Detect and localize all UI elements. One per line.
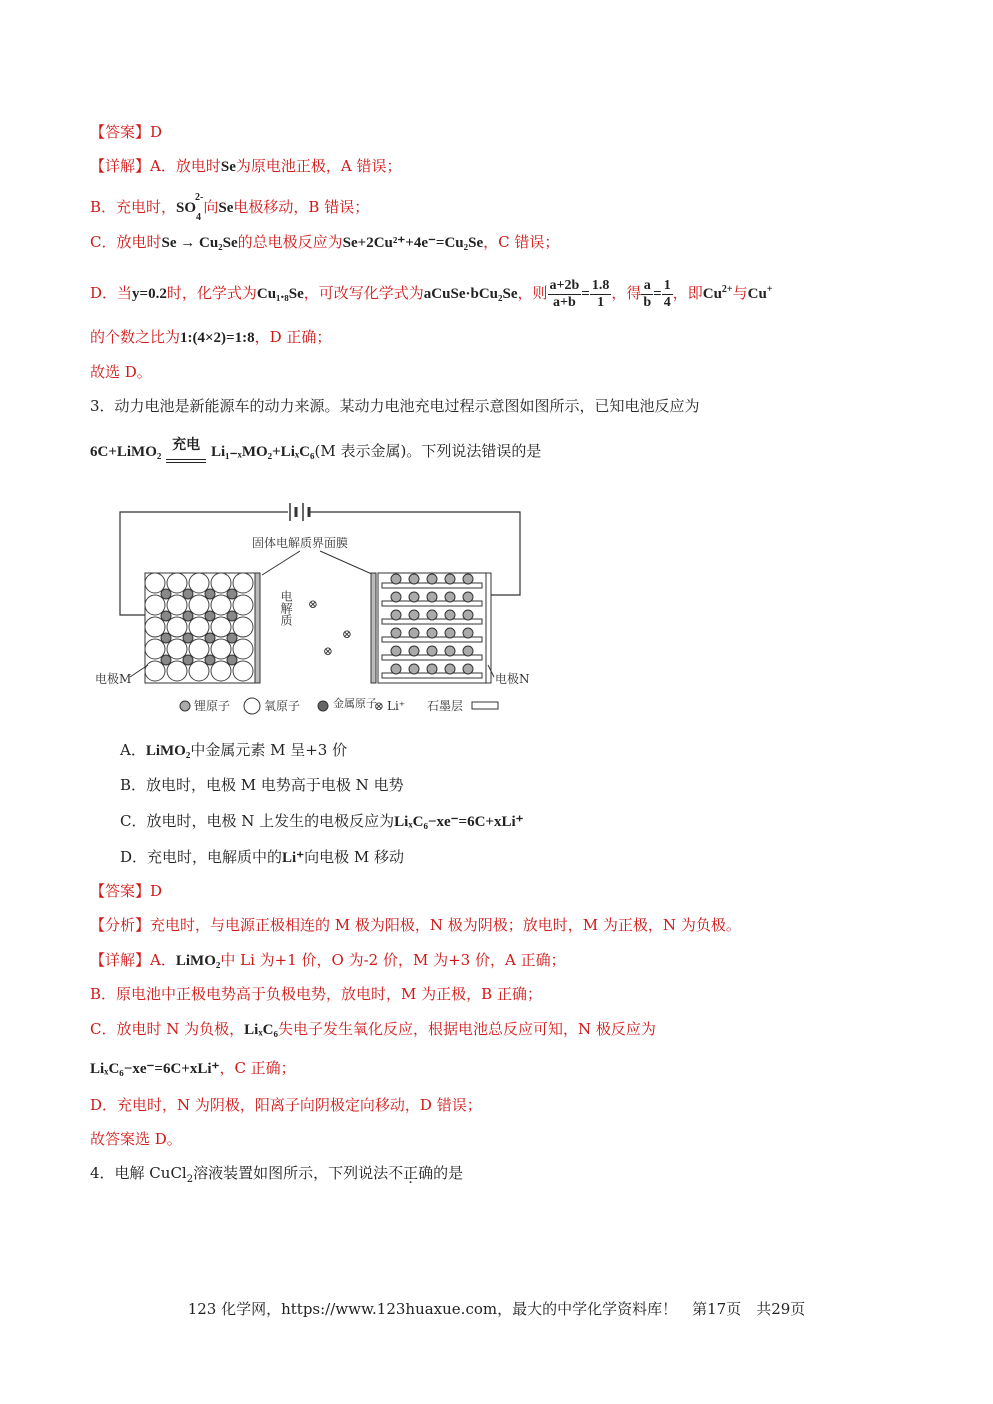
figure-legend [180, 696, 498, 714]
formula: LiₓC₆−xe⁻=6C+xLi⁺ [90, 1061, 220, 1077]
fraction [590, 278, 612, 311]
formula: aCuSe·bCu₂Se [423, 286, 518, 302]
q3-detail-c [90, 1018, 656, 1041]
legend-oxygen: 氧原子 [264, 699, 301, 713]
q3-analysis [90, 914, 741, 936]
legend-graphite: 石墨层 [427, 699, 464, 713]
numerator: 1.8 [591, 277, 610, 293]
q3-conclusion: 故答案选 D。 [90, 1130, 182, 1148]
q3-stem: 3．动力电池是新能源车的动力来源。某动力电池充电过程示意图如图所示，已知电池反应为 [90, 397, 700, 415]
formula: Se → Cu₂Se [161, 235, 238, 251]
q2-conclusion: 故选 D。 [90, 363, 152, 381]
detail-text: 时，化学式为 [166, 284, 257, 302]
formula: LiₓC₆ [244, 1022, 278, 1038]
q3-option-a [120, 739, 347, 762]
option-letter: A． [120, 741, 146, 759]
reaction-arrow [166, 438, 206, 463]
numerator: 1 [663, 277, 671, 293]
analysis-label: 【分析】 [90, 916, 151, 934]
denominator: 4 [663, 294, 671, 310]
formula: Li₁₋ₓMO₂+LiₓC₆ [210, 444, 315, 460]
stem-text: 的是 [433, 1164, 464, 1182]
fraction [548, 278, 582, 311]
q3-option-c [120, 810, 524, 833]
detail-text: 中 Li 为+1 价，O 为-2 价，M 为+3 价，A 正确； [220, 951, 566, 969]
sulfate-formula: $SO_4^{2-}$ [176, 192, 204, 223]
legend-li-ion: ⊗ [374, 699, 385, 713]
formula: LiₓC₆−xe⁻=6C+xLi⁺ [394, 814, 524, 830]
detail-text: ，C 错误； [483, 233, 560, 251]
detail-text: 的总电极反应为 [237, 233, 343, 251]
legend-metal: 金属原子 [333, 697, 377, 710]
denominator: 1 [597, 294, 605, 310]
page-footer: 123 化学网，https://www.123huaxue.com，最大的中学化学资料库！ 第17页 共29页 [187, 1300, 806, 1318]
formula: Se [218, 200, 234, 216]
q2-detail-d [90, 272, 773, 312]
detail-text: 电极移动，B 错误； [233, 198, 370, 216]
detail-text: 为原电池正极，A 错误； [235, 157, 402, 175]
q2-detail-c [90, 231, 559, 254]
formula: Li⁺ [282, 850, 305, 866]
detail-text: 向 [203, 198, 219, 216]
detail-text: ，得 [611, 284, 642, 302]
detail-text: ，可改写化学式为 [303, 284, 424, 302]
formula: Cu₁.₈Se [256, 286, 304, 302]
q3-detail-d: D．充电时，N 为阴极，阳离子向阴极定向移动，D 错误； [90, 1096, 482, 1114]
equals: = [581, 286, 590, 302]
q3-equation [90, 440, 541, 463]
svg-text:⊗: ⊗ [323, 644, 334, 658]
option-text: C．放电时，电极 N 上发生的电极反应为 [120, 812, 395, 830]
option-text: 向电极 M 移动 [304, 848, 405, 866]
detail-text: 的个数之比为 [90, 328, 181, 346]
answer-label: 【答案】 [90, 882, 151, 900]
double-line [166, 459, 206, 463]
formula: 1:(4×2)=1:8 [180, 330, 255, 346]
answer-value: D [150, 882, 163, 900]
emphasis-text: 不正确 [388, 1164, 434, 1182]
numerator: a [641, 278, 653, 295]
detail-label: 【详解】 [90, 951, 151, 969]
li-ions [308, 597, 352, 658]
detail-text: ，D 正确； [254, 328, 332, 346]
equals: = [653, 286, 662, 302]
formula: 6C+LiMO₂ [90, 444, 162, 460]
detail-text: C．放电时 N 为负极， [90, 1020, 245, 1038]
svg-text:⊗: ⊗ [308, 597, 319, 611]
q3-option-d [120, 846, 404, 869]
oxygen-lattice [145, 573, 253, 681]
answer-value: D [150, 123, 163, 141]
electrode-n-label: 电极N [495, 672, 530, 686]
option-text: D．充电时，电解质中的 [120, 848, 283, 866]
membrane-label: 固体电解质界面膜 [252, 536, 349, 550]
q3-detail-a [90, 949, 566, 972]
legend-li-ion-label: Li⁺ [387, 699, 406, 713]
detail-text: A．放电时 [150, 157, 221, 175]
q3-detail-b: B．原电池中正极电势高于负极电势，放电时，M 为正极，B 正确； [90, 985, 542, 1003]
detail-text: ，则 [517, 284, 548, 302]
analysis-text: 充电时，与电源正极相连的 M 极为阳极，N 极为阴极；放电时，M 为正极，N 为负极。 [150, 916, 741, 934]
q2-answer [90, 121, 162, 143]
q3-answer [90, 880, 162, 902]
option-text: 中金属元素 M 呈+3 价 [190, 741, 348, 759]
formula: Se [220, 159, 236, 175]
fraction [662, 278, 673, 311]
formula: Se+2Cu²⁺+4e⁻=Cu₂Se [342, 235, 484, 251]
detail-text: ，即 [672, 284, 703, 302]
detail-text: 失电子发生氧化反应，根据电池总反应可知，N 极反应为 [277, 1020, 656, 1038]
detail-text: A． [150, 951, 176, 969]
detail-text: B．充电时， [90, 198, 177, 216]
detail-text: ，C 正确； [219, 1059, 296, 1077]
arrow-label: 充电 [172, 438, 201, 453]
denominator: b [643, 294, 652, 310]
q2-detail-b [90, 193, 369, 225]
formula: Cu+ [747, 284, 773, 302]
svg-text:⊗: ⊗ [342, 627, 353, 641]
formula: $Cu^{2+}$ [702, 284, 733, 302]
battery-diagram [90, 495, 540, 725]
answer-label: 【答案】 [90, 123, 151, 141]
detail-text: C．放电时 [90, 233, 162, 251]
denominator: a+b [553, 294, 576, 310]
detail-label: 【详解】 [90, 157, 151, 175]
formula: LiMO₂ [175, 953, 221, 969]
formula: y=0.2 [132, 286, 167, 302]
q3-detail-c-cont [90, 1057, 296, 1080]
formula: LiMO₂ [145, 743, 191, 759]
detail-text: 与 [732, 284, 748, 302]
q2-detail-a [90, 155, 401, 178]
q2-detail-d-cont [90, 326, 331, 349]
numerator: a+2b [549, 277, 580, 293]
q4-stem [90, 1162, 463, 1191]
electrolyte-label: 电解质 [279, 590, 293, 626]
electrode-m-label: 电极M [95, 672, 132, 686]
stem-text: 溶液装置如图所示，下列说法 [193, 1164, 389, 1182]
q3-option-b: B．放电时，电极 M 电势高于电极 N 电势 [120, 776, 404, 794]
subscript: 2 [186, 1174, 194, 1185]
equation-note: (M 表示金属)。下列说法错误的是 [314, 442, 542, 460]
legend-lithium: 锂原子 [194, 699, 231, 713]
stem-text: 4．电解 CuCl [90, 1164, 187, 1182]
detail-text: D．当 [90, 284, 133, 302]
fraction [641, 278, 653, 311]
